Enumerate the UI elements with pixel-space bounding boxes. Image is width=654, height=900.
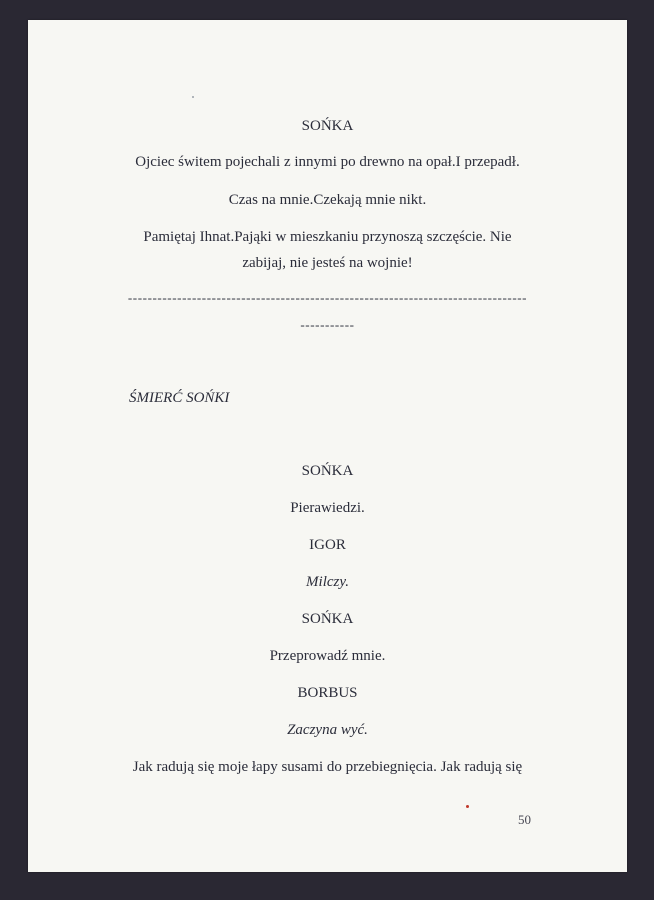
ink-dot	[466, 805, 469, 808]
dialogue-line: Przeprowadź mnie.	[269, 648, 386, 664]
dialogue-line: Jak radują się moje łapy susami do przebiegnięcia. Jak radują się	[132, 759, 523, 775]
dialogue-line: Czas na mnie.Czekają mnie nikt.	[228, 192, 427, 208]
dialogue-line: Ojciec świtem pojechali z innymi po drewno na opał.I przepadł.	[135, 154, 520, 170]
speaker-name: SOŃKA	[301, 118, 354, 134]
dialogue-line: Pierawiedzi.	[290, 500, 365, 516]
speaker-name: IGOR	[309, 537, 346, 553]
document-page	[28, 20, 627, 872]
dialogue-line: Pamiętaj Ihnat.Pająki w mieszkaniu przynoszą szczęście. Nie	[143, 229, 512, 245]
section-divider: ---------------------------------------------------------------------------------	[127, 290, 528, 305]
stage-direction: Milczy.	[306, 574, 349, 590]
page-number: 50	[518, 812, 531, 827]
stage-direction: Zaczyna wyć.	[287, 722, 368, 738]
paper-speck	[192, 96, 194, 98]
dialogue-line: zabijaj, nie jesteś na wojnie!	[242, 255, 413, 271]
speaker-name: BORBUS	[297, 685, 358, 701]
speaker-name: SOŃKA	[301, 463, 354, 479]
speaker-name: SOŃKA	[301, 611, 354, 627]
scene-title: ŚMIERĆ SOŃKI	[129, 390, 230, 406]
section-divider: -----------	[300, 317, 355, 332]
